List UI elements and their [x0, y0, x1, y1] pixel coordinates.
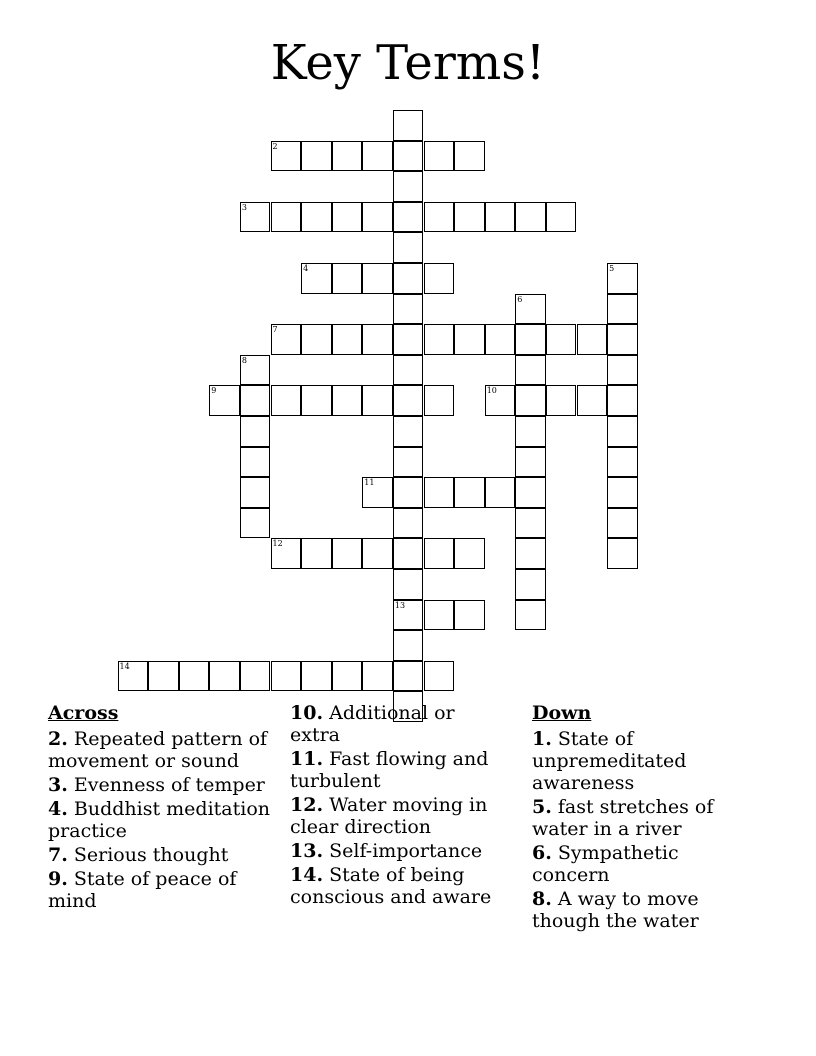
grid-cell[interactable] — [301, 141, 332, 172]
grid-cell[interactable] — [515, 447, 546, 478]
grid-cell[interactable] — [424, 661, 455, 692]
grid-cell[interactable] — [424, 141, 455, 172]
clue-number: 14. — [290, 864, 324, 886]
clue-number-label: 13 — [394, 600, 406, 610]
clue-number-label: 4 — [303, 264, 309, 273]
grid-cell[interactable] — [485, 477, 516, 508]
grid-cell[interactable] — [179, 661, 210, 692]
grid-cell[interactable] — [393, 569, 424, 600]
clue-number: 7. — [48, 844, 68, 866]
grid-cell[interactable] — [607, 385, 638, 416]
grid-cell[interactable] — [271, 202, 302, 233]
grid-cell[interactable] — [393, 324, 424, 355]
grid-cell[interactable] — [485, 202, 516, 233]
grid-cell[interactable] — [424, 324, 455, 355]
grid-cell[interactable] — [515, 202, 546, 233]
grid-cell[interactable] — [332, 202, 363, 233]
grid-cell[interactable] — [362, 385, 393, 416]
clue-number: 13. — [290, 840, 324, 862]
clue-text: State of unpremeditated awareness — [532, 728, 687, 794]
down-clue-8 — [532, 888, 732, 932]
grid-cell[interactable] — [454, 600, 485, 631]
clue-number-label: 3 — [241, 202, 247, 212]
clue-text: Self-importance — [329, 840, 483, 862]
clue-number-label: 10 — [486, 386, 497, 396]
grid-cell[interactable] — [485, 324, 516, 355]
across-clue-3 — [48, 774, 280, 796]
grid-cell[interactable] — [301, 263, 332, 294]
clue-number: 2. — [48, 728, 68, 750]
grid-cell[interactable] — [393, 630, 424, 661]
grid-cell[interactable] — [271, 141, 302, 172]
grid-cell[interactable] — [271, 661, 302, 692]
grid-cell[interactable] — [240, 355, 271, 386]
grid-cell[interactable] — [577, 385, 608, 416]
grid-cell[interactable] — [546, 324, 577, 355]
across-clue-11 — [290, 748, 505, 792]
across-heading: Across — [48, 702, 119, 724]
grid-cell[interactable] — [607, 294, 638, 325]
clue-number: 3. — [48, 774, 68, 796]
clue-text: Serious thought — [73, 844, 229, 866]
grid-cell[interactable] — [393, 141, 424, 172]
grid-cell[interactable] — [393, 538, 424, 569]
clue-number-label: 11 — [364, 478, 375, 488]
grid-cell[interactable] — [485, 385, 516, 416]
grid-cell[interactable] — [393, 447, 424, 478]
grid-cell[interactable] — [393, 202, 424, 233]
clue-number-label: 7 — [272, 325, 278, 335]
grid-cell[interactable] — [209, 385, 240, 416]
grid-cell[interactable] — [607, 477, 638, 508]
grid-cell[interactable] — [515, 416, 546, 447]
grid-cell[interactable] — [393, 171, 424, 202]
across-clue-9 — [48, 868, 280, 912]
clue-number-label: 14 — [119, 661, 130, 671]
grid-cell[interactable] — [393, 508, 424, 539]
across-clue-10 — [290, 702, 505, 746]
clue-number: 10. — [290, 702, 324, 724]
grid-cell[interactable] — [240, 416, 271, 447]
across-clue-12 — [290, 794, 505, 838]
across-clue-2 — [48, 728, 280, 772]
grid-cell[interactable] — [393, 232, 424, 263]
grid-cell[interactable] — [362, 324, 393, 355]
grid-cell[interactable] — [515, 355, 546, 386]
grid-cell[interactable] — [240, 447, 271, 478]
grid-cell[interactable] — [546, 202, 577, 233]
grid-cell[interactable] — [301, 202, 332, 233]
puzzle-title: Key Terms! — [270, 35, 546, 91]
grid-cell[interactable] — [515, 477, 546, 508]
grid-cell[interactable] — [362, 661, 393, 692]
grid-cell[interactable] — [393, 110, 424, 141]
grid-cell[interactable] — [332, 263, 363, 294]
grid-cell[interactable] — [301, 385, 332, 416]
grid-cell[interactable] — [454, 141, 485, 172]
clue-number: 4. — [48, 798, 68, 820]
grid-cell[interactable] — [148, 661, 179, 692]
grid-cell[interactable] — [332, 141, 363, 172]
clue-number-label: 6 — [517, 294, 523, 304]
grid-cell[interactable] — [577, 324, 608, 355]
clue-number-label: 8 — [241, 355, 247, 365]
grid-cell[interactable] — [362, 538, 393, 569]
grid-cell[interactable] — [515, 538, 546, 569]
grid-cell[interactable] — [271, 385, 302, 416]
across-clue-4 — [48, 798, 280, 842]
grid-cell[interactable] — [454, 538, 485, 569]
grid-cell[interactable] — [607, 447, 638, 478]
down-clue-6 — [532, 842, 732, 886]
clue-text: Fast flowing and turbulent — [290, 748, 489, 792]
clue-number: 1. — [532, 728, 552, 750]
grid-cell[interactable] — [454, 477, 485, 508]
across-clue-13 — [290, 840, 505, 862]
clue-number-label: 2 — [272, 141, 278, 151]
grid-cell[interactable] — [607, 416, 638, 447]
clue-text: A way to move though the water — [532, 888, 699, 932]
grid-cell[interactable] — [424, 477, 455, 508]
clue-text: Repeated pattern of movement or sound — [48, 728, 268, 772]
grid-cell[interactable] — [393, 661, 424, 692]
clue-number: 9. — [48, 868, 68, 890]
clue-text: Buddhist meditation practice — [48, 798, 271, 842]
grid-cell[interactable] — [393, 477, 424, 508]
clue-text: Water moving in clear direction — [290, 794, 488, 838]
clue-number-label: 9 — [211, 386, 217, 396]
grid-cell[interactable] — [393, 416, 424, 447]
grid-cell[interactable] — [393, 600, 424, 631]
grid-cell[interactable] — [454, 202, 485, 233]
grid-cell[interactable] — [607, 324, 638, 355]
grid-cell[interactable] — [362, 202, 393, 233]
grid-cell[interactable] — [362, 477, 393, 508]
clue-number: 8. — [532, 888, 552, 910]
down-clue-1 — [532, 728, 732, 794]
grid-cell[interactable] — [332, 324, 363, 355]
grid-cell[interactable] — [515, 569, 546, 600]
grid-cell[interactable] — [515, 508, 546, 539]
down-clue-5 — [532, 796, 732, 840]
grid-cell[interactable] — [118, 661, 149, 692]
grid-cell[interactable] — [515, 600, 546, 631]
grid-cell[interactable] — [546, 385, 577, 416]
grid-cell[interactable] — [240, 477, 271, 508]
grid-cell[interactable] — [271, 538, 302, 569]
across-clue-14 — [290, 864, 505, 908]
across-clue-7 — [48, 844, 280, 866]
clue-number-label: 5 — [609, 264, 615, 273]
grid-cell[interactable] — [424, 538, 455, 569]
clue-text: Evenness of temper — [73, 774, 265, 796]
clue-text: State of being conscious and aware — [290, 864, 492, 908]
grid-cell[interactable] — [332, 538, 363, 569]
grid-cell[interactable] — [240, 385, 271, 416]
clue-number: 6. — [532, 842, 552, 864]
grid-cell[interactable] — [301, 324, 332, 355]
grid-cell[interactable] — [607, 355, 638, 386]
grid-cell[interactable] — [301, 661, 332, 692]
clue-number: 12. — [290, 794, 324, 816]
grid-cell[interactable] — [362, 263, 393, 294]
grid-cell[interactable] — [424, 385, 455, 416]
down-clues-column — [532, 702, 732, 934]
grid-cell[interactable] — [393, 294, 424, 325]
grid-cell[interactable] — [332, 385, 363, 416]
across-clues-column-2 — [290, 702, 505, 910]
clue-number: 5. — [532, 796, 552, 818]
across-clues-column-1 — [48, 702, 280, 914]
grid-cell[interactable] — [424, 263, 455, 294]
grid-cell[interactable] — [607, 538, 638, 569]
grid-cell[interactable] — [424, 202, 455, 233]
grid-cell[interactable] — [515, 294, 546, 325]
grid-cell[interactable] — [240, 661, 271, 692]
grid-cell[interactable] — [240, 508, 271, 539]
clue-text: State of peace of mind — [48, 868, 237, 912]
grid-cell[interactable] — [393, 385, 424, 416]
clue-number: 11. — [290, 748, 324, 770]
clue-text: Sympathetic concern — [532, 842, 679, 886]
grid-cell[interactable] — [393, 263, 424, 294]
clue-text: fast stretches of water in a river — [532, 796, 714, 840]
down-heading: Down — [532, 702, 592, 724]
grid-cell[interactable] — [393, 355, 424, 386]
grid-cell[interactable] — [515, 385, 546, 416]
grid-cell[interactable] — [607, 508, 638, 539]
grid-cell[interactable] — [332, 661, 363, 692]
grid-cell[interactable] — [301, 538, 332, 569]
grid-cell[interactable] — [454, 324, 485, 355]
grid-cell[interactable] — [607, 263, 638, 294]
grid-cell[interactable] — [271, 324, 302, 355]
grid-cell[interactable] — [240, 202, 271, 233]
clue-number-label: 12 — [272, 539, 283, 549]
clue-text: Additional or extra — [290, 702, 455, 746]
grid-cell[interactable] — [424, 600, 455, 631]
grid-cell[interactable] — [362, 141, 393, 172]
grid-cell[interactable] — [515, 324, 546, 355]
grid-cell[interactable] — [209, 661, 240, 692]
